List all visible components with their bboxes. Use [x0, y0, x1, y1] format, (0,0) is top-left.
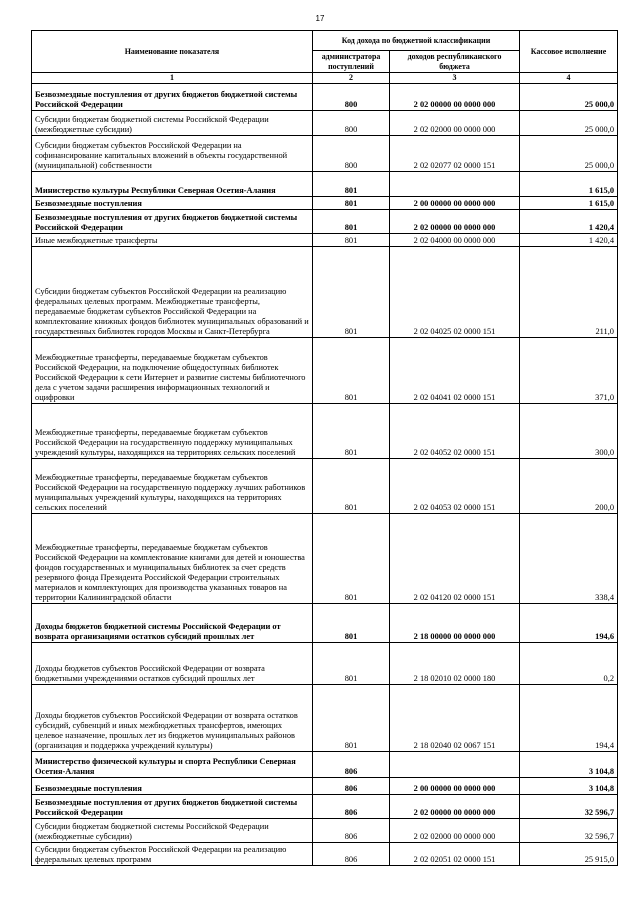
table-row — [32, 459, 618, 514]
row-administrator-code: 801 — [313, 234, 390, 247]
row-administrator-code: 800 — [313, 84, 390, 111]
row-administrator-code: 801 — [313, 338, 390, 404]
table-row — [32, 795, 618, 819]
row-cash-amount: 1 615,0 — [520, 172, 618, 197]
column-number: 4 — [520, 73, 618, 84]
row-indicator-name: Субсидии бюджетам субъектов Российской Федерации на реализацию федеральных целевых программ. Межбюджетные трансферты, передаваемые бюджетам субъектов Российской Федерации на комплектование книжных фондов библиотек муниципальных образований и государственных библиотек городов Москвы и Санкт-Петербурга — [32, 247, 313, 338]
row-cash-amount: 3 104,8 — [520, 752, 618, 778]
table-body — [32, 84, 618, 866]
row-indicator-name: Безвозмездные поступления — [32, 778, 313, 795]
row-revenue-code: 2 02 00000 00 0000 000 — [390, 84, 520, 111]
row-administrator-code: 806 — [313, 819, 390, 843]
table-row — [32, 136, 618, 172]
row-cash-amount: 371,0 — [520, 338, 618, 404]
row-administrator-code: 801 — [313, 404, 390, 459]
row-indicator-name: Иные межбюджетные трансферты — [32, 234, 313, 247]
row-revenue-code: 2 02 00000 00 0000 000 — [390, 795, 520, 819]
row-cash-amount: 25 000,0 — [520, 84, 618, 111]
row-indicator-name: Субсидии бюджетам субъектов Российской Федерации на софинансирование капитальных вложений в объекты государственной (муниципальной) собственности — [32, 136, 313, 172]
row-cash-amount: 25 000,0 — [520, 111, 618, 136]
header-administrator: администратора поступлений — [313, 51, 390, 73]
row-cash-amount: 200,0 — [520, 459, 618, 514]
row-administrator-code: 801 — [313, 172, 390, 197]
table-row — [32, 338, 618, 404]
row-indicator-name: Субсидии бюджетам бюджетной системы Российской Федерации (межбюджетные субсидии) — [32, 111, 313, 136]
row-revenue-code: 2 00 00000 00 0000 000 — [390, 197, 520, 210]
row-revenue-code: 2 00 00000 00 0000 000 — [390, 778, 520, 795]
table-row — [32, 84, 618, 111]
row-indicator-name: Безвозмездные поступления от других бюджетов бюджетной системы Российской Федерации — [32, 210, 313, 234]
header-indicator-name: Наименование показателя — [32, 31, 313, 73]
row-indicator-name: Субсидии бюджетам бюджетной системы Российской Федерации (межбюджетные субсидии) — [32, 819, 313, 843]
table-row — [32, 111, 618, 136]
row-administrator-code: 800 — [313, 136, 390, 172]
row-revenue-code: 2 02 00000 00 0000 000 — [390, 210, 520, 234]
row-indicator-name: Доходы бюджетов субъектов Российской Федерации от возврата бюджетными учреждениями остатков субсидий прошлых лет — [32, 643, 313, 685]
row-revenue-code: 2 02 02077 02 0000 151 — [390, 136, 520, 172]
table-row — [32, 404, 618, 459]
table-row — [32, 172, 618, 197]
row-revenue-code — [390, 752, 520, 778]
row-indicator-name: Межбюджетные трансферты, передаваемые бюджетам субъектов Российской Федерации на комплектование книгами для детей и юношества фондов государственных и муниципальных библиотек за счет средств резервного фонда Президента Российской Федерации строительных материалов и комплектующих для производства указанных товаров на территории Калининградской области — [32, 514, 313, 604]
row-indicator-name: Безвозмездные поступления — [32, 197, 313, 210]
row-administrator-code: 801 — [313, 459, 390, 514]
row-indicator-name: Субсидии бюджетам субъектов Российской Федерации на реализацию федеральных целевых программ — [32, 843, 313, 866]
table-row — [32, 819, 618, 843]
row-administrator-code: 806 — [313, 843, 390, 866]
row-administrator-code: 801 — [313, 247, 390, 338]
table-row — [32, 234, 618, 247]
row-indicator-name: Безвозмездные поступления от других бюджетов бюджетной системы Российской Федерации — [32, 84, 313, 111]
row-revenue-code: 2 02 04120 02 0000 151 — [390, 514, 520, 604]
row-cash-amount: 1 420,4 — [520, 210, 618, 234]
table-row — [32, 643, 618, 685]
row-indicator-name: Безвозмездные поступления от других бюджетов бюджетной системы Российской Федерации — [32, 795, 313, 819]
column-number: 3 — [390, 73, 520, 84]
row-administrator-code: 801 — [313, 685, 390, 752]
row-cash-amount: 1 420,4 — [520, 234, 618, 247]
budget-revenue-table — [31, 30, 618, 866]
row-cash-amount: 194,6 — [520, 604, 618, 643]
row-indicator-name: Доходы бюджетов субъектов Российской Федерации от возврата остатков субсидий, субвенций и иных межбюджетных трансфертов, имеющих целевое назначение, прошлых лет из бюджетов муниципальных районов (организация и поддержка учреждений культуры) — [32, 685, 313, 752]
row-revenue-code: 2 18 00000 00 0000 000 — [390, 604, 520, 643]
row-revenue-code: 2 02 04052 02 0000 151 — [390, 404, 520, 459]
row-cash-amount: 25 000,0 — [520, 136, 618, 172]
table-row — [32, 247, 618, 338]
row-revenue-code: 2 02 02051 02 0000 151 — [390, 843, 520, 866]
row-administrator-code: 801 — [313, 514, 390, 604]
table-row — [32, 604, 618, 643]
header-cash-execution: Кассовое исполнение — [520, 31, 618, 73]
row-cash-amount: 0,2 — [520, 643, 618, 685]
table-row — [32, 685, 618, 752]
row-revenue-code: 2 18 02010 02 0000 180 — [390, 643, 520, 685]
row-cash-amount: 32 596,7 — [520, 819, 618, 843]
row-revenue-code: 2 02 04025 02 0000 151 — [390, 247, 520, 338]
row-administrator-code: 801 — [313, 604, 390, 643]
row-administrator-code: 806 — [313, 752, 390, 778]
row-revenue-code: 2 02 04041 02 0000 151 — [390, 338, 520, 404]
row-indicator-name: Доходы бюджетов бюджетной системы Российской Федерации от возврата организациями остатков субсидий прошлых лет — [32, 604, 313, 643]
column-number: 1 — [32, 73, 313, 84]
row-administrator-code: 801 — [313, 210, 390, 234]
table-row — [32, 778, 618, 795]
row-revenue-code: 2 18 02040 02 0067 151 — [390, 685, 520, 752]
header-code-group: Код дохода по бюджетной классификации — [313, 31, 520, 51]
row-revenue-code: 2 02 04053 02 0000 151 — [390, 459, 520, 514]
row-revenue-code: 2 02 02000 00 0000 000 — [390, 111, 520, 136]
row-cash-amount: 32 596,7 — [520, 795, 618, 819]
header-republic-revenue: доходов республиканского бюджета — [390, 51, 520, 73]
table-row — [32, 843, 618, 866]
table-row — [32, 752, 618, 778]
row-cash-amount: 211,0 — [520, 247, 618, 338]
row-cash-amount: 25 915,0 — [520, 843, 618, 866]
row-indicator-name: Межбюджетные трансферты, передаваемые бюджетам субъектов Российской Федерации на государственную поддержку лучших работников муниципальных учреждений культуры, находящихся на территориях сельских поселений — [32, 459, 313, 514]
row-indicator-name: Министерство культуры Республики Северная Осетия-Алания — [32, 172, 313, 197]
row-cash-amount: 338,4 — [520, 514, 618, 604]
row-administrator-code: 801 — [313, 643, 390, 685]
row-administrator-code: 800 — [313, 111, 390, 136]
row-cash-amount: 300,0 — [520, 404, 618, 459]
row-revenue-code: 2 02 04000 00 0000 000 — [390, 234, 520, 247]
row-revenue-code: 2 02 02000 00 0000 000 — [390, 819, 520, 843]
page-number: 17 — [315, 14, 325, 23]
row-administrator-code: 801 — [313, 197, 390, 210]
row-indicator-name: Министерство физической культуры и спорта Республики Северная Осетия-Алания — [32, 752, 313, 778]
row-administrator-code: 806 — [313, 795, 390, 819]
table-row — [32, 197, 618, 210]
table-row — [32, 210, 618, 234]
row-cash-amount: 3 104,8 — [520, 778, 618, 795]
row-administrator-code: 806 — [313, 778, 390, 795]
row-indicator-name: Межбюджетные трансферты, передаваемые бюджетам субъектов Российской Федерации на государственную поддержку муниципальных учреждений культуры, находящихся на территориях сельских поселений — [32, 404, 313, 459]
row-cash-amount: 1 615,0 — [520, 197, 618, 210]
row-cash-amount: 194,4 — [520, 685, 618, 752]
column-number: 2 — [313, 73, 390, 84]
row-indicator-name: Межбюджетные трансферты, передаваемые бюджетам субъектов Российской Федерации, на подключение общедоступных библиотек Российской Федерации к сети Интернет и развитие системы библиотечного дела с учетом задачи расширения информационных технологий и оцифровки — [32, 338, 313, 404]
table-row — [32, 514, 618, 604]
row-revenue-code — [390, 172, 520, 197]
